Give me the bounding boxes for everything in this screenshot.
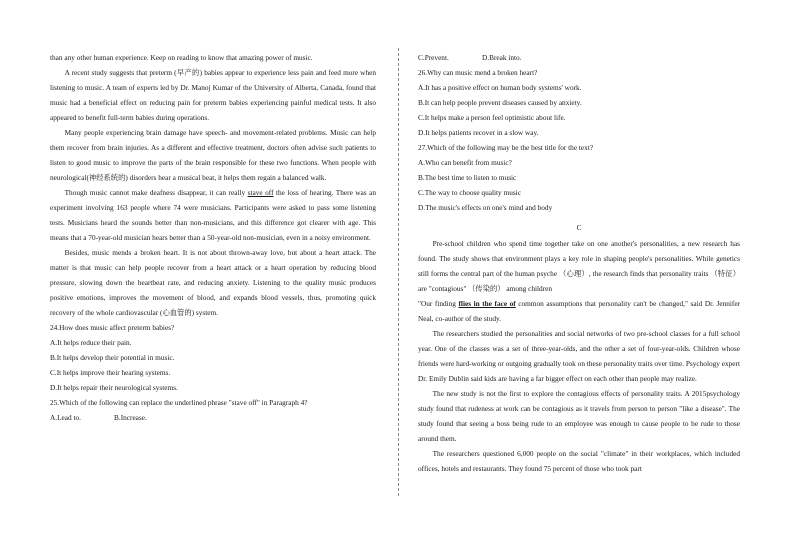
question-27-option-b: B.The best time to listen to music xyxy=(418,173,517,182)
question-27-option-c: C.The way to choose quality music xyxy=(418,188,521,197)
question-27-stem: 27.Which of the following may be the best title for the text? xyxy=(418,143,594,152)
question-25-options-row-1 xyxy=(50,410,376,425)
question-26-stem: 26.Why can music mend a broken heart? xyxy=(418,68,538,77)
question-24-option-a: A.It helps reduce their pain. xyxy=(50,338,132,347)
passage-c-paragraph-4: The researchers questioned 6,000 people on the social "climate" in their workplaces, which included offices, hotels and restaurants. They found 75 percent of those who took part xyxy=(418,449,740,473)
question-25-option-b: B.Increase. xyxy=(114,413,147,422)
underlined-phrase: flies in the face of xyxy=(458,299,516,308)
passage-c-paragraph-2: The researchers studied the personalities and social networks of two pre-school classes for a full school year. One of the classes was a set of three-year-olds, and the other a set of four-year-olds. Children whose friends were hard-working or outgoing gradually took on these personality traits over time. Psychology expert Dr. Emily Dublin said kids are having a far bigger effect on each other than people may realize. xyxy=(418,329,740,383)
section-c-heading: C xyxy=(576,223,582,232)
passage-b-paragraph-1-end: than any other human experience. Keep on reading to know that amazing power of music. xyxy=(50,53,313,62)
question-24-stem: 24.How does music affect preterm babies? xyxy=(50,323,175,332)
paragraph-text: Though music cannot make deafness disappear, it can really xyxy=(64,188,248,197)
question-24-option-b: B.It helps develop their potential in music. xyxy=(50,353,175,362)
passage-c-quote xyxy=(418,296,740,326)
question-25-stem: 25.Which of the following can replace the underlined phrase "stave off" in Paragraph 4? xyxy=(50,398,308,407)
paragraph-text: common assumptions that personality can't be changed," said Dr. Jennifer Neal, co-author of the study. xyxy=(418,299,740,323)
paragraph-text: the loss of hearing. There was an experiment involving 163 people where 74 were musicians. Participants were asked to pass some listening tests. Musicians heard the sounds better than non-musicians, and this difference got clearer with age. This means that a 70-year-old musician hears better than a 50-year-old non-musician, even in a noisy environment. xyxy=(50,188,376,242)
column-divider xyxy=(398,48,399,496)
passage-b-paragraph-2: A recent study suggests that preterm (早产的) babies appear to experience less pain and feed more when listening to music. A team of experts led by Dr. Manoj Kumar of the University of Alberta, Canada, found that music had a beneficial effect on reducing pain for preterm babies experiencing painful medical tests. It also appeared to benefit full-term babies during operations. xyxy=(50,68,376,122)
underlined-phrase: stave off xyxy=(247,188,274,197)
question-25-options-row-2 xyxy=(418,50,740,65)
passage-b-paragraph-3: Many people experiencing brain damage have speech- and movement-related problems. Music can help them recover from brain injuries. As a different and effective treatment, doctors often advise such patients to listen to good music to improve the parts of the brain responsible for these two functions. When people with neurological(神经系统的) disorders hear a musical beat, it helps them regain a balanced walk. xyxy=(50,128,376,182)
question-26-option-d: D.It helps patients recover in a slow way. xyxy=(418,128,539,137)
passage-b-paragraph-4 xyxy=(50,185,376,245)
question-24-option-c: C.It helps improve their hearing systems. xyxy=(50,368,171,377)
passage-c-paragraph-1: Pre-school children who spend time together take on one another's personalities, a new research has found. The study shows that environment plays a key role in shaping people's personalities. While genetics still forms the central part of the human psyche （心理）, the research finds that personality traits （特征） are "contagious" （传染的） among children xyxy=(418,239,740,293)
question-24-option-d: D.It helps repair their neurological systems. xyxy=(50,383,178,392)
passage-b-paragraph-5: Besides, music mends a broken heart. It is not about thrown-away love, but about a heart attack. The matter is that music can help people recover from a heart attack or a heart operation by reducing blood pressure, slowing down the heartbeat rate, and reducing anxiety. Listening to the quality music produces positive emotions, improves the movement of blood, and expands blood vessels, thus, promoting quick recovery of the whole cardiovascular (心血管的) system. xyxy=(50,248,376,317)
question-25-option-a: A.Lead to. xyxy=(50,413,82,422)
question-26-option-a: A.It has a positive effect on human body systems' work. xyxy=(418,83,582,92)
question-25-option-c: C.Prevent. xyxy=(418,53,449,62)
question-26-option-b: B.It can help people prevent diseases caused by anxiety. xyxy=(418,98,582,107)
question-26-option-c: C.It helps make a person feel optimistic about life. xyxy=(418,113,566,122)
question-27-option-d: D.The music's effects on one's mind and body xyxy=(418,203,553,212)
right-column xyxy=(418,50,740,476)
left-column xyxy=(50,50,376,425)
passage-c-paragraph-3: The new study is not the first to explore the contagious effects of personality traits. A 2015psychology study found that rudeness at work can be contagious as it travels from person to person "like a disease". The study found that seeing a boss being rude to an employee was enough to cause people to be rude to those around them. xyxy=(418,389,740,443)
question-27-option-a: A.Who can benefit from music? xyxy=(418,158,512,167)
question-25-option-d: D.Break into. xyxy=(482,53,522,62)
paragraph-text: "Our finding xyxy=(418,299,459,308)
